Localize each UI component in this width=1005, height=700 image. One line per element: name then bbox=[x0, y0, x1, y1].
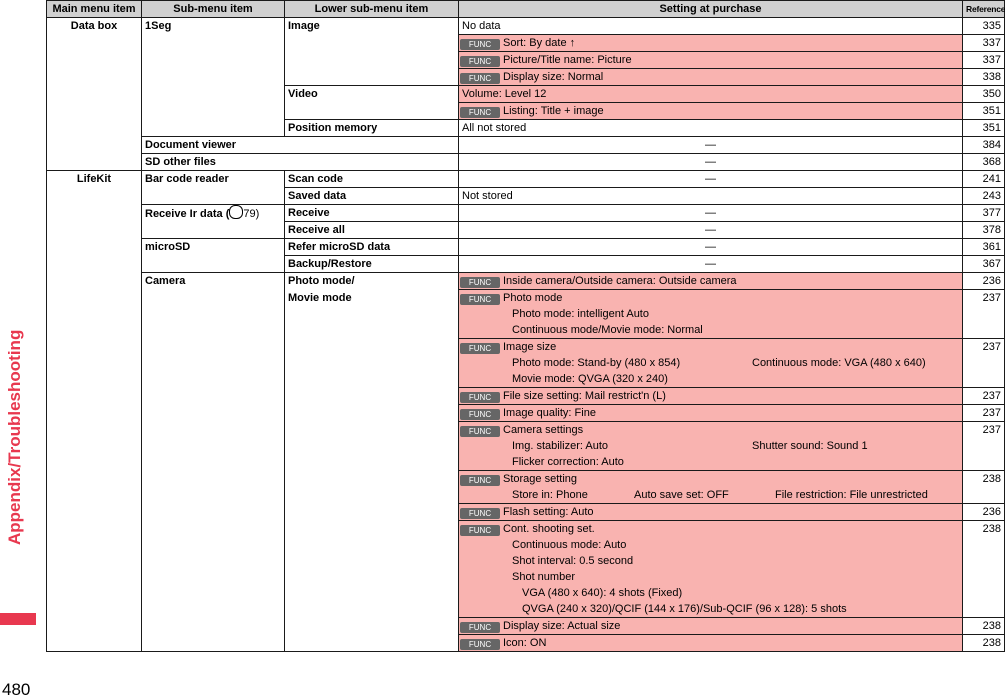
page-number: 480 bbox=[2, 680, 31, 699]
setting-cell bbox=[459, 52, 963, 69]
side-tab-marker bbox=[0, 613, 36, 625]
func-icon: FUNC bbox=[460, 107, 500, 118]
main-item-lifekit: LifeKit bbox=[47, 171, 142, 652]
func-icon: FUNC bbox=[460, 475, 500, 486]
reference-cell: 338 bbox=[963, 69, 1005, 86]
setting-cell: All not stored bbox=[459, 120, 963, 137]
table-row bbox=[47, 137, 1005, 154]
setting-detail: Continuous mode: Auto bbox=[512, 539, 627, 551]
setting-detail: Continuous mode/Movie mode: Normal bbox=[512, 324, 703, 336]
func-icon: FUNC bbox=[460, 409, 500, 420]
lower-item-saved-data: Saved data bbox=[285, 188, 459, 205]
table-row bbox=[47, 239, 1005, 256]
func-icon: FUNC bbox=[460, 39, 500, 50]
reference-cell: 337 bbox=[963, 52, 1005, 69]
setting-text: Display size: Normal bbox=[503, 71, 604, 83]
setting-text: Cont. shooting set. bbox=[503, 523, 595, 535]
setting-text: Flash setting: Auto bbox=[503, 506, 594, 518]
setting-cell bbox=[459, 405, 963, 422]
reference-cell: 361 bbox=[963, 239, 1005, 256]
setting-text: Picture/Title name: Picture bbox=[503, 54, 632, 66]
setting-cell bbox=[459, 635, 963, 652]
lower-item-scan-code: Scan code bbox=[285, 171, 459, 188]
table-row bbox=[47, 171, 1005, 188]
func-icon: FUNC bbox=[460, 277, 500, 288]
table-row bbox=[47, 18, 1005, 35]
setting-detail: Shutter sound: Sound 1 bbox=[752, 440, 868, 452]
lower-item-receive-all: Receive all bbox=[285, 222, 459, 239]
setting-detail: Photo mode: intelligent Auto bbox=[512, 308, 649, 320]
setting-text: Icon: ON bbox=[503, 637, 547, 649]
main-item-databox: Data box bbox=[47, 18, 142, 171]
table-row bbox=[47, 273, 1005, 290]
table-row bbox=[47, 205, 1005, 222]
setting-cell: — bbox=[459, 154, 963, 171]
reference-cell: 237 bbox=[963, 290, 1005, 339]
movie-mode-label: Movie mode bbox=[288, 292, 352, 304]
setting-detail: QVGA (240 x 320)/QCIF (144 x 176)/Sub-QCIF (96 x 128): 5 shots bbox=[522, 603, 847, 615]
header-setting: Setting at purchase bbox=[459, 1, 963, 18]
setting-cell: Volume: Level 12 bbox=[459, 86, 963, 103]
sub-item-1seg: 1Seg bbox=[142, 18, 285, 137]
func-icon: FUNC bbox=[460, 426, 500, 437]
setting-cell: — bbox=[459, 137, 963, 154]
header-reference: Reference bbox=[963, 1, 1005, 18]
func-icon: FUNC bbox=[460, 622, 500, 633]
sub-item-barcode: Bar code reader bbox=[142, 171, 285, 205]
setting-text: Inside camera/Outside camera: Outside camera bbox=[503, 275, 737, 287]
func-icon: FUNC bbox=[460, 508, 500, 519]
reference-cell: 238 bbox=[963, 521, 1005, 618]
setting-cell bbox=[459, 422, 963, 471]
setting-text: Storage setting bbox=[503, 473, 577, 485]
setting-detail: Shot number bbox=[512, 571, 575, 583]
table-row bbox=[47, 154, 1005, 171]
setting-detail: Img. stabilizer: Auto bbox=[512, 440, 608, 452]
reference-cell: 337 bbox=[963, 35, 1005, 52]
reference-cell: 236 bbox=[963, 273, 1005, 290]
header-main-menu: Main menu item bbox=[47, 1, 142, 18]
setting-text: Photo mode bbox=[503, 292, 563, 304]
setting-cell bbox=[459, 273, 963, 290]
setting-cell bbox=[459, 504, 963, 521]
reference-cell: 237 bbox=[963, 422, 1005, 471]
sub-item-receive-ir bbox=[142, 205, 285, 239]
setting-cell: — bbox=[459, 205, 963, 222]
reference-cell: 237 bbox=[963, 388, 1005, 405]
side-tab bbox=[0, 330, 36, 630]
reference-cell: 367 bbox=[963, 256, 1005, 273]
reference-cell: 384 bbox=[963, 137, 1005, 154]
header-sub-menu: Sub-menu item bbox=[142, 1, 285, 18]
setting-detail: Flicker correction: Auto bbox=[512, 456, 624, 468]
setting-cell bbox=[459, 339, 963, 388]
receive-ir-page: 79) bbox=[243, 208, 260, 220]
menu-key-icon bbox=[229, 205, 243, 219]
lower-item-image: Image bbox=[285, 18, 459, 86]
sub-item-camera: Camera bbox=[142, 273, 285, 652]
setting-cell: No data bbox=[459, 18, 963, 35]
lower-item-photo-movie bbox=[285, 273, 459, 652]
photo-mode-label: Photo mode/ bbox=[288, 275, 355, 287]
reference-cell: 238 bbox=[963, 471, 1005, 504]
func-icon: FUNC bbox=[460, 639, 500, 650]
setting-cell bbox=[459, 69, 963, 86]
setting-cell bbox=[459, 471, 963, 504]
reference-cell: 368 bbox=[963, 154, 1005, 171]
setting-detail: Store in: Phone bbox=[512, 489, 588, 501]
receive-ir-label: Receive Ir data ( bbox=[145, 208, 230, 220]
setting-text: Listing: Title + image bbox=[503, 105, 604, 117]
setting-cell bbox=[459, 35, 963, 52]
func-icon: FUNC bbox=[460, 392, 500, 403]
setting-detail: Movie mode: QVGA (320 x 240) bbox=[512, 373, 668, 385]
reference-cell: 241 bbox=[963, 171, 1005, 188]
setting-cell bbox=[459, 521, 963, 618]
func-icon: FUNC bbox=[460, 294, 500, 305]
setting-detail: File restriction: File unrestricted bbox=[775, 489, 928, 501]
func-icon: FUNC bbox=[460, 343, 500, 354]
setting-text: Camera settings bbox=[503, 424, 584, 436]
reference-cell: 350 bbox=[963, 86, 1005, 103]
sub-item-microsd: microSD bbox=[142, 239, 285, 273]
setting-detail: Continuous mode: VGA (480 x 640) bbox=[752, 357, 926, 369]
func-icon: FUNC bbox=[460, 73, 500, 84]
setting-detail: Auto save set: OFF bbox=[634, 489, 729, 501]
reference-cell: 377 bbox=[963, 205, 1005, 222]
lower-item-video: Video bbox=[285, 86, 459, 120]
lower-item-backup: Backup/Restore bbox=[285, 256, 459, 273]
setting-detail: VGA (480 x 640): 4 shots (Fixed) bbox=[522, 587, 683, 599]
reference-cell: 237 bbox=[963, 405, 1005, 422]
reference-cell: 236 bbox=[963, 504, 1005, 521]
header-row bbox=[47, 1, 1005, 18]
setting-cell bbox=[459, 388, 963, 405]
setting-cell: — bbox=[459, 222, 963, 239]
setting-text: Display size: Actual size bbox=[503, 620, 621, 632]
setting-cell: — bbox=[459, 256, 963, 273]
sub-item-sd-other-files: SD other files bbox=[142, 154, 459, 171]
reference-cell: 335 bbox=[963, 18, 1005, 35]
reference-cell: 237 bbox=[963, 339, 1005, 388]
setting-detail: Shot interval: 0.5 second bbox=[512, 555, 634, 567]
setting-detail: Photo mode: Stand-by (480 x 854) bbox=[512, 357, 681, 369]
reference-cell: 238 bbox=[963, 635, 1005, 652]
lower-item-position-memory: Position memory bbox=[285, 120, 459, 137]
side-tab-label: Appendix/Troubleshooting bbox=[5, 330, 24, 546]
func-icon: FUNC bbox=[460, 56, 500, 67]
setting-text: Image size bbox=[503, 341, 557, 353]
func-icon: FUNC bbox=[460, 525, 500, 536]
setting-cell: Not stored bbox=[459, 188, 963, 205]
reference-cell: 243 bbox=[963, 188, 1005, 205]
setting-cell: — bbox=[459, 171, 963, 188]
setting-cell bbox=[459, 618, 963, 635]
header-lower-sub-menu: Lower sub-menu item bbox=[285, 1, 459, 18]
settings-table bbox=[46, 0, 1005, 652]
reference-cell: 238 bbox=[963, 618, 1005, 635]
setting-text: File size setting: Mail restrict'n (L) bbox=[503, 390, 666, 402]
lower-item-refer-microsd: Refer microSD data bbox=[285, 239, 459, 256]
reference-cell: 378 bbox=[963, 222, 1005, 239]
sub-item-document-viewer: Document viewer bbox=[142, 137, 459, 154]
reference-cell: 351 bbox=[963, 103, 1005, 120]
setting-cell bbox=[459, 103, 963, 120]
setting-text: Image quality: Fine bbox=[503, 407, 596, 419]
reference-cell: 351 bbox=[963, 120, 1005, 137]
setting-cell bbox=[459, 290, 963, 339]
setting-text: Sort: By date ↑ bbox=[503, 37, 576, 49]
setting-cell: — bbox=[459, 239, 963, 256]
lower-item-receive: Receive bbox=[285, 205, 459, 222]
